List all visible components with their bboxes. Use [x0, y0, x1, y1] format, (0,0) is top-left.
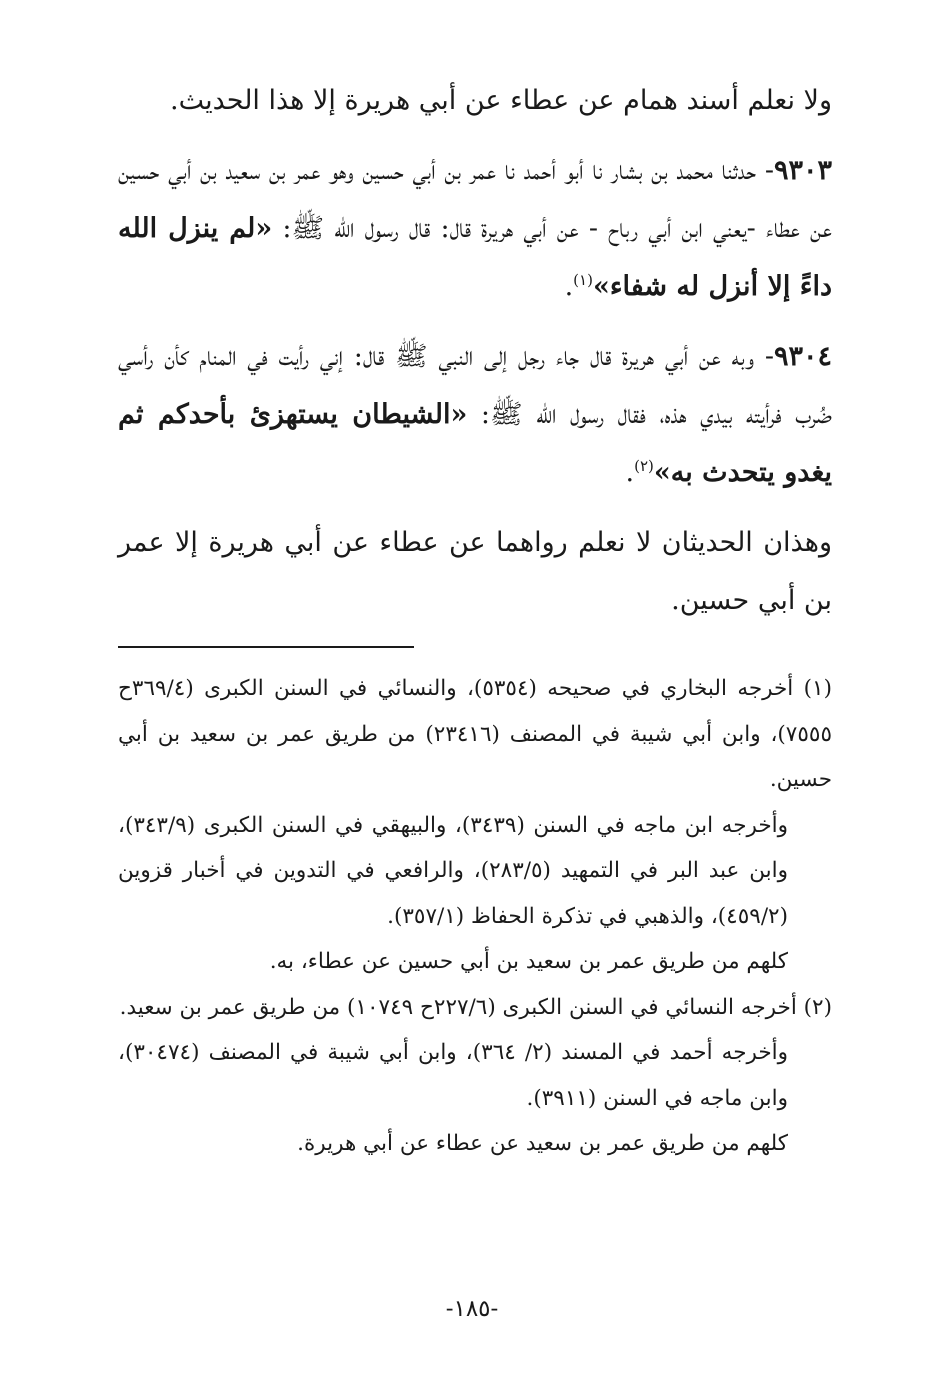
footnotes — [118, 666, 832, 1167]
page-number: -١٨٥- — [445, 1296, 499, 1322]
footnote-marker[interactable]: (١) — [573, 271, 593, 289]
main-text — [118, 72, 832, 630]
footnote-1-summary: كلهم من طريق عمر بن سعيد بن أبي حسين عن عطاء، به. — [269, 949, 788, 974]
hadith-number: ٩٣٠٤ — [773, 341, 832, 372]
footnote-1: (١) أخرجه البخاري في صحيحه (٥٣٥٤)، والنسائي في السنن الكبرى (٣٦٩/٤ح ٧٥٥٥)، وابن أبي شيبة في المصنف (٢٣٤١٦) من طريق عمر بن سعيد بن أبي حسين. — [118, 676, 832, 792]
footnote-marker[interactable]: (٢) — [634, 457, 654, 475]
footnote-2: (٢) أخرجه النسائي في السنن الكبرى (٢٢٧/٦ح ١٠٧٤٩) من طريق عمر بن سعيد. — [119, 994, 832, 1020]
footnote-1-continuation: وأخرجه ابن ماجه في السنن (٣٤٣٩)، والبيهقي في السنن الكبرى (٣٤٣/٩)، وابن عبد البر في التمهيد (٢٨٣/٥)، والرافعي في التدوين في أخبار قزوين (٤٥٩/٢)، والذهبي في تذكرة الحفاظ (٣٥٧/١). — [118, 812, 788, 929]
footnote-2-summary: كلهم من طريق عمر بن سعيد عن عطاء عن أبي هريرة. — [297, 1131, 788, 1156]
hadith-quote: «الشيطان يستهزئ بأحدكم ثم يغدو يتحدث به» — [118, 399, 832, 488]
hadith-text: - وبه عن أبي هريرة قال جاء رجل إلى النبي ﷺ قال: إني رأيت في المنام كأن رأسي ضُرب فرأيته بيدي هذه، فقال رسول الله ﷺ: — [118, 341, 832, 430]
hadith-9304: ٩٣٠٤- وبه عن أبي هريرة قال جاء رجل إلى النبي ﷺ قال: إني رأيت في المنام كأن رأسي ضُرب فرأيته بيدي هذه، فقال رسول الله ﷺ: «الشيطان يستهزئ بأحدكم ثم يغدو يتحدث به»$^{(٢)}$. — [118, 341, 832, 488]
hadith-9303: ٩٣٠٣- حدثنا محمد بن بشار نا أبو أحمد نا عمر بن أبي حسين وهو عمر بن سعيد بن أبي حسين عن عطاء -يعني ابن أبي رباح - عن أبي هريرة قال: قال رسول الله ﷺ: «لم ينزل الله داءً إلا أنزل له شفاء»$^{(١)}$. — [118, 155, 832, 302]
footnote-divider — [118, 646, 414, 648]
paragraph-closing: وهذان الحديثان لا نعلم رواهما عن عطاء عن أبي هريرة إلا عمر بن أبي حسين. — [118, 527, 832, 616]
paragraph-intro: ولا نعلم أسند همام عن عطاء عن أبي هريرة إلا هذا الحديث. — [169, 85, 832, 116]
hadith-text: - حدثنا محمد بن بشار نا أبو أحمد نا عمر بن أبي حسين وهو عمر بن سعيد بن أبي حسين عن عطاء -يعني ابن أبي رباح - عن أبي هريرة قال: قال رسول الله ﷺ: — [118, 155, 832, 244]
footnote-2-continuation: وأخرجه أحمد في المسند (٢/ ٣٦٤)، وابن أبي شيبة في المصنف (٣٠٤٧٤)، وابن ماجه في السنن (٣٩١١). — [118, 1040, 789, 1111]
hadith-number: ٩٣٠٣ — [773, 155, 832, 186]
hadith-quote: «لم ينزل الله داءً إلا أنزل له شفاء» — [118, 213, 832, 302]
